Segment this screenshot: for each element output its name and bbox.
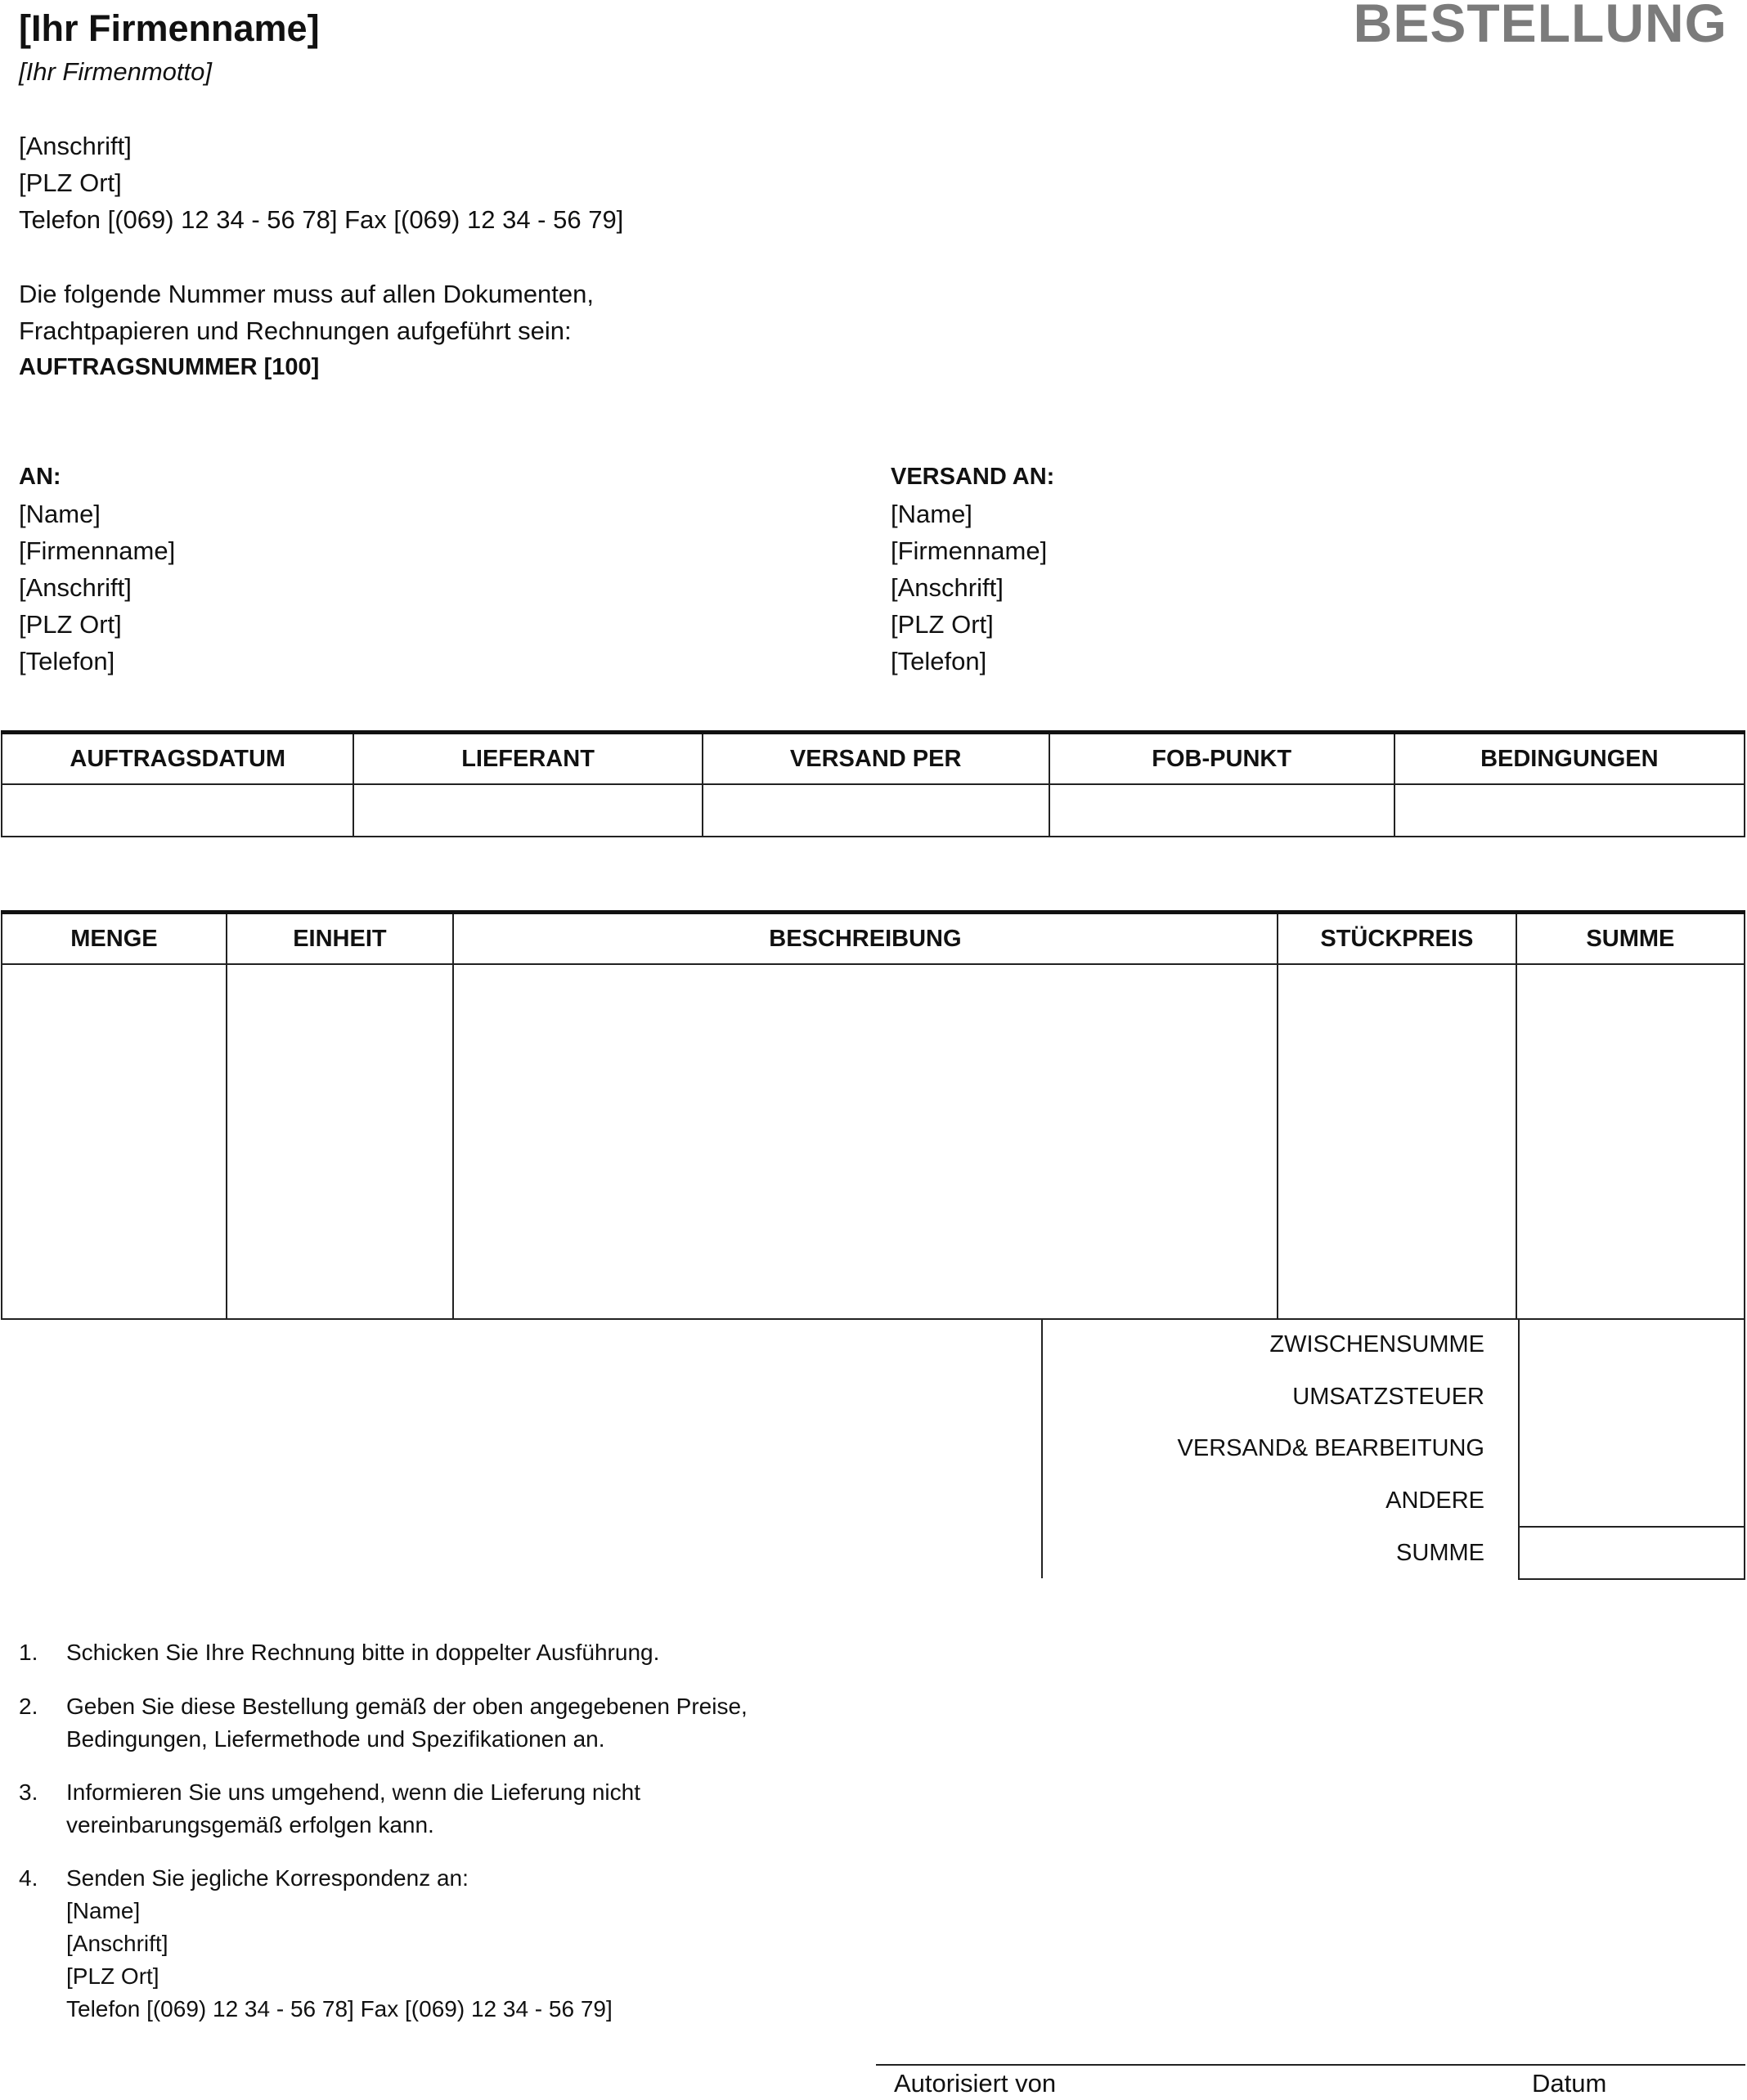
instruction-line: Geben Sie diese Bestellung gemäß der oben angegebenen Preise, xyxy=(66,1694,748,1719)
unit-price-cell[interactable] xyxy=(1278,964,1516,1319)
total-label: SUMME xyxy=(1396,1540,1484,1566)
instruction-line: [Name] xyxy=(66,1898,141,1923)
company-motto: [Ihr Firmenmotto] xyxy=(19,57,212,86)
ship-to-label: VERSAND AN: xyxy=(891,464,1055,490)
recipient-block xyxy=(19,459,175,680)
instruction-number: 3. xyxy=(19,1779,38,1805)
instruction-line: [Anschrift] xyxy=(66,1931,168,1956)
line-item-row xyxy=(2,964,1745,1319)
column-header-total: SUMME xyxy=(1516,913,1745,965)
ship-to-phone: [Telefon] xyxy=(891,647,987,675)
company-name: [Ihr Firmenname] xyxy=(19,7,320,49)
instruction-line: Senden Sie jegliche Korrespondenz an: xyxy=(66,1865,469,1891)
fob-point-cell[interactable] xyxy=(1049,784,1394,837)
sender-street: [Anschrift] xyxy=(19,132,132,160)
column-header-supplier: LIEFERANT xyxy=(353,733,702,785)
sender-phone-fax: Telefon [(069) 12 34 - 56 78] Fax [(069) 12 34 - 56 79] xyxy=(19,205,624,234)
instruction-number: 4. xyxy=(19,1865,38,1891)
instruction-line: Informieren Sie uns umgehend, wenn die Lieferung nicht xyxy=(66,1779,640,1805)
other-label: ANDERE xyxy=(1385,1488,1484,1514)
order-note-line-1: Die folgende Nummer muss auf allen Dokumenten, xyxy=(19,280,595,308)
tax-label: UMSATZSTEUER xyxy=(1292,1384,1484,1410)
shipping-handling-label: VERSAND& BEARBEITUNG xyxy=(1177,1435,1484,1461)
order-note-line-2: Frachtpapieren und Rechnungen aufgeführt sein: xyxy=(19,316,572,345)
instruction-line: [PLZ Ort] xyxy=(66,1963,159,1989)
sender-address xyxy=(19,128,623,238)
instruction-number: 1. xyxy=(19,1640,38,1665)
ship-to-block xyxy=(891,459,1054,680)
column-header-quantity: MENGE xyxy=(2,913,227,965)
grand-total-box[interactable] xyxy=(1518,1526,1745,1580)
sender-city: [PLZ Ort] xyxy=(19,168,122,197)
order-info-table xyxy=(1,730,1745,837)
order-info-header-row xyxy=(2,733,1745,785)
recipient-phone: [Telefon] xyxy=(19,647,115,675)
document-title: BESTELLUNG xyxy=(1353,0,1727,53)
order-info-row xyxy=(2,784,1745,837)
supplier-cell[interactable] xyxy=(353,784,702,837)
column-header-fob-point: FOB-PUNKT xyxy=(1049,733,1394,785)
column-header-terms: BEDINGUNGEN xyxy=(1394,733,1745,785)
totals-values-box[interactable] xyxy=(1518,1318,1745,1528)
order-date-cell[interactable] xyxy=(2,784,353,837)
ship-to-city: [PLZ Ort] xyxy=(891,610,994,639)
order-number-note xyxy=(19,276,594,386)
column-header-unit-price: STÜCKPREIS xyxy=(1278,913,1516,965)
line-total-cell[interactable] xyxy=(1516,964,1745,1319)
order-number: AUFTRAGSNUMMER [100] xyxy=(19,354,320,380)
instruction-line: Bedingungen, Liefermethode und Spezifikationen an. xyxy=(66,1726,605,1752)
column-header-order-date: AUFTRAGSDATUM xyxy=(2,733,353,785)
recipient-city: [PLZ Ort] xyxy=(19,610,122,639)
ship-to-address: [Anschrift] xyxy=(891,573,1004,602)
signature-line[interactable] xyxy=(876,2064,1745,2066)
instruction-number: 2. xyxy=(19,1694,38,1719)
column-header-description: BESCHREIBUNG xyxy=(453,913,1278,965)
quantity-cell[interactable] xyxy=(2,964,227,1319)
line-items-table xyxy=(1,910,1745,1320)
ship-via-cell[interactable] xyxy=(703,784,1049,837)
recipient-company: [Firmenname] xyxy=(19,536,176,565)
subtotal-label: ZWISCHENSUMME xyxy=(1269,1331,1484,1357)
recipient-label: AN: xyxy=(19,464,61,490)
instruction-line: Schicken Sie Ihre Rechnung bitte in doppelter Ausführung. xyxy=(66,1640,660,1665)
description-cell[interactable] xyxy=(453,964,1278,1319)
ship-to-company: [Firmenname] xyxy=(891,536,1048,565)
recipient-address: [Anschrift] xyxy=(19,573,132,602)
authorized-by-label: Autorisiert von xyxy=(894,2069,1057,2098)
column-header-unit: EINHEIT xyxy=(227,913,453,965)
ship-to-name: [Name] xyxy=(891,500,972,528)
column-header-ship-via: VERSAND PER xyxy=(703,733,1049,785)
instruction-line: vereinbarungsgemäß erfolgen kann. xyxy=(66,1812,434,1838)
unit-cell[interactable] xyxy=(227,964,453,1319)
date-label: Datum xyxy=(1532,2069,1607,2098)
instruction-line: Telefon [(069) 12 34 - 56 78] Fax [(069) 12 34 - 56 79] xyxy=(66,1996,613,2021)
line-items-header-row xyxy=(2,913,1745,965)
terms-cell[interactable] xyxy=(1394,784,1745,837)
recipient-name: [Name] xyxy=(19,500,101,528)
